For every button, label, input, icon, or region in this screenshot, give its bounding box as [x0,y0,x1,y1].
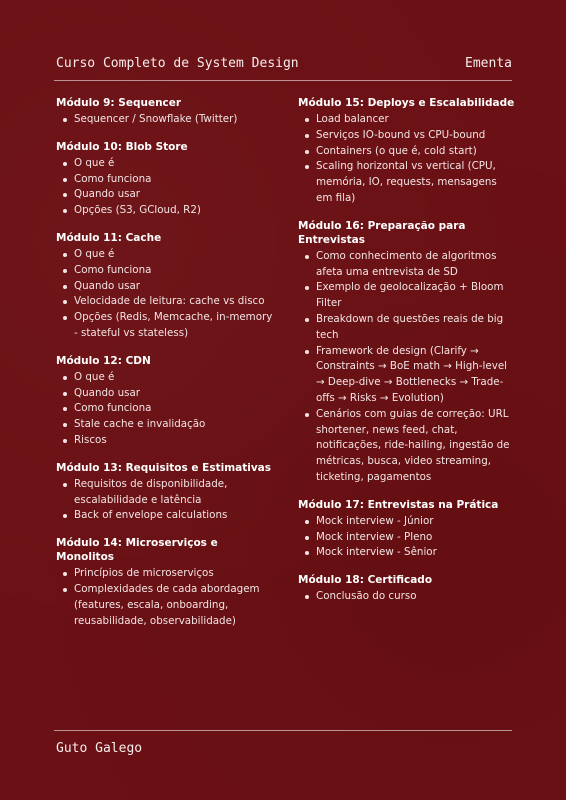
module-section [56,231,276,342]
header-divider [54,80,512,81]
module-topic-list [56,477,276,524]
footer-divider [54,730,512,731]
topic-item: Back of envelope calculations [56,508,276,524]
module-topic-list [298,112,516,207]
page-footer [56,741,142,756]
topic-item: O que é [56,370,276,386]
module-topic-list [56,112,276,128]
topic-item: Cenários com guias de correção: URL shortener, news feed, chat, notificações, ride-hailing, ingestão de métricas, busca, video streaming, ticketing, pagamentos [298,407,516,486]
module-topic-list [56,156,276,219]
module-title: Módulo 11: Cache [56,231,162,244]
topic-item: Requisitos de disponibilidade, escalabilidade e latência [56,477,276,509]
topic-item: Como funciona [56,401,276,417]
topic-item: Opções (Redis, Memcache, in-memory - stateful vs stateless) [56,310,276,342]
module-title: Módulo 12: CDN [56,354,151,367]
module-title: Módulo 16: Preparação para Entrevistas [298,219,466,246]
module-title: Módulo 10: Blob Store [56,140,188,153]
topic-item: Quando usar [56,279,276,295]
module-title: Módulo 17: Entrevistas na Prática [298,498,499,511]
module-topic-list [298,249,516,486]
topic-item: Serviços IO-bound vs CPU-bound [298,128,516,144]
syllabus-label: Ementa [465,56,512,71]
topic-item: Scaling horizontal vs vertical (CPU, memória, IO, requests, mensagens em fila) [298,159,516,206]
module-section [56,536,276,629]
topic-item: Opções (S3, GCloud, R2) [56,203,276,219]
module-title: Módulo 13: Requisitos e Estimativas [56,461,272,474]
module-topic-list [56,370,276,449]
module-section [298,96,516,207]
left-column [56,96,276,641]
module-section [56,140,276,219]
topic-item: Stale cache e invalidação [56,417,276,433]
author-name: Guto Galego [56,741,143,756]
module-title: Módulo 15: Deploys e Escalabilidade [298,97,515,109]
topic-item: Velocidade de leitura: cache vs disco [56,294,276,310]
page-header [56,56,512,71]
module-section [298,219,516,486]
module-section [56,354,276,449]
module-topic-list [56,247,276,342]
topic-item: Como funciona [56,172,276,188]
topic-item: Quando usar [56,187,276,203]
module-topic-list [56,566,276,629]
topic-item: Sequencer / Snowflake (Twitter) [56,112,276,128]
module-section [56,96,276,128]
topic-item: Exemplo de geolocalização + Bloom Filter [298,280,516,312]
topic-item: Breakdown de questões reais de big tech [298,312,516,344]
right-column [298,96,516,617]
topic-item: Conclusão do curso [298,589,516,605]
topic-item: Framework de design (Clarify → Constraints → BoE math → High-level → Deep-dive → Bottlenecks → Trade-offs → Risks → Evolution) [298,344,516,407]
topic-item: Containers (o que é, cold start) [298,144,516,160]
module-topic-list [298,589,516,605]
module-title: Módulo 9: Sequencer [56,97,182,109]
topic-item: Princípios de microserviços [56,566,276,582]
topic-item: Como funciona [56,263,276,279]
module-topic-list [298,514,516,561]
module-title: Módulo 18: Certificado [298,574,433,587]
topic-item: Quando usar [56,386,276,402]
topic-item: Riscos [56,433,276,449]
module-section [298,498,516,561]
module-section [56,461,276,524]
topic-item: Load balancer [298,112,516,128]
topic-item: Mock interview - Pleno [298,530,516,546]
module-title: Módulo 14: Microserviços e Monolitos [56,537,218,564]
topic-item: Mock interview - Júnior [298,514,516,530]
course-title: Curso Completo de System Design [56,56,299,71]
topic-item: O que é [56,247,276,263]
topic-item: Mock interview - Sênior [298,545,516,561]
topic-item: Complexidades de cada abordagem (features, escala, onboarding, reusabilidade, observabilidade) [56,582,276,629]
module-section [298,573,516,605]
topic-item: Como conhecimento de algoritmos afeta uma entrevista de SD [298,249,516,281]
topic-item: O que é [56,156,276,172]
